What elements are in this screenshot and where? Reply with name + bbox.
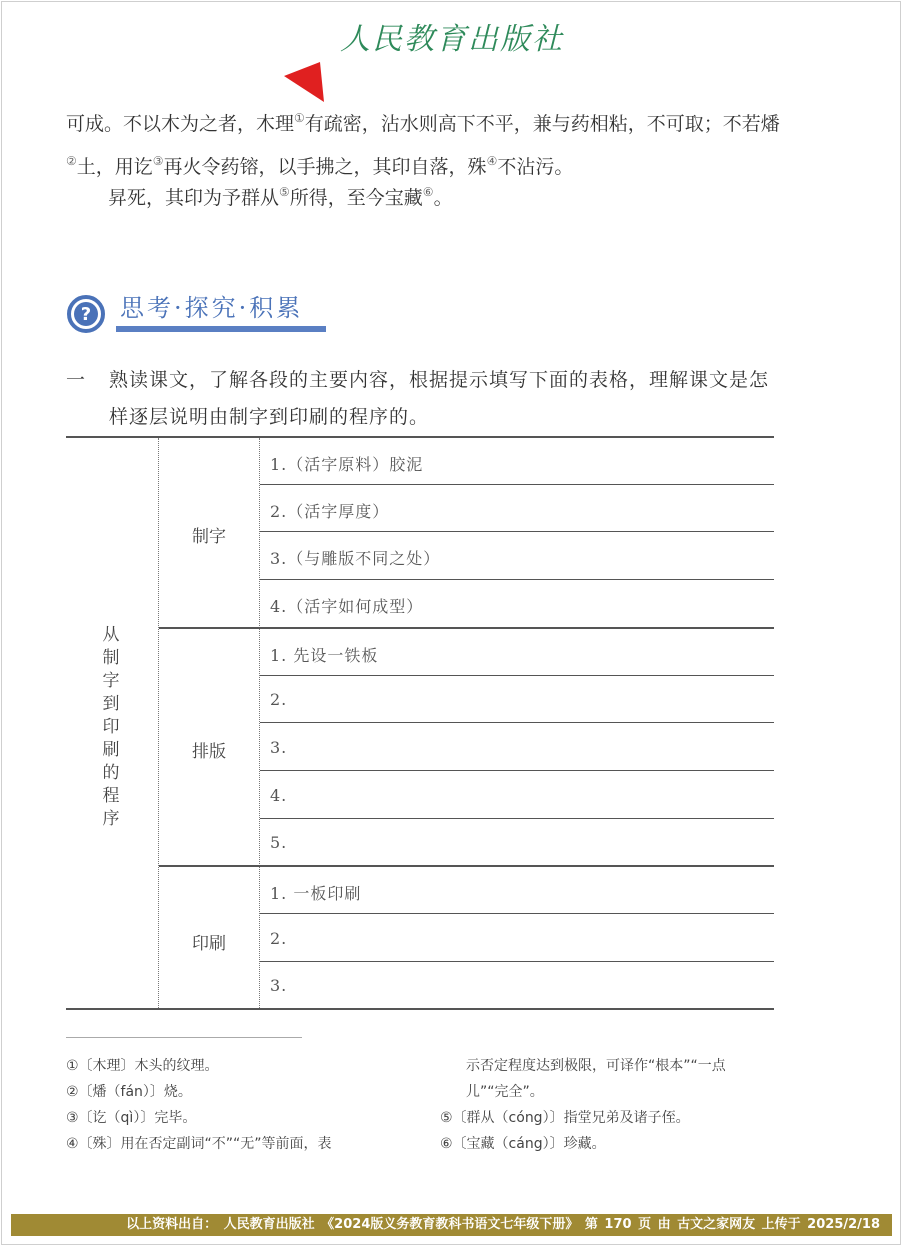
text-run: 昇死，其印为予群从 (108, 187, 280, 209)
table-divider (158, 438, 159, 1008)
question-number: 一 (66, 369, 86, 391)
footnote-ref: ② (66, 154, 77, 168)
table-cell: 1. 先设一铁板 (270, 646, 379, 665)
footnote-6: ⑥〔宝藏（cáng）〕珍藏。 (440, 1136, 606, 1152)
table-bottom-rule (66, 1008, 774, 1010)
table-top-rule (66, 436, 774, 438)
row-divider (260, 579, 774, 580)
group-label-yinshua: 印刷 (192, 934, 226, 954)
footnote-rule (66, 1037, 302, 1038)
section-title: 思考·探究·积累 (120, 294, 304, 322)
row-divider (260, 675, 774, 676)
row-divider (260, 913, 774, 914)
paragraph-2 (66, 174, 781, 217)
table-cell: 5. (270, 833, 288, 852)
text-run: 可成。不以木为之者，木理 (66, 113, 295, 135)
question-circle-icon (66, 294, 106, 334)
group-divider (159, 627, 774, 629)
source-info-bar: 以上资料出自： 人民教育出版社 《2024版义务教育教科书语文七年级下册》 第 170 页 由 古文之家网友 上传于 2025/2/18 (11, 1214, 892, 1236)
row-divider (260, 961, 774, 962)
footnote-5: ⑤〔群从（cóng）〕指堂兄弟及诸子侄。 (440, 1110, 690, 1126)
question-text: 熟读课文，了解各段的主要内容，根据提示填写下面的表格，理解课文是怎样逐层说明由制字到印刷的程序的。 (109, 369, 770, 428)
text-run: 。 (433, 187, 453, 209)
footnote-4-cont: 儿”“完全”。 (466, 1084, 544, 1100)
row-divider (260, 818, 774, 819)
table-cell: 4.（活字如何成型） (270, 597, 424, 616)
table-cell: 2. (270, 929, 288, 948)
publisher-logo: 人民教育出版社 (340, 22, 564, 57)
table-row-label: 从制字到印刷的程序 (102, 625, 120, 829)
group-label-zhizi: 制字 (192, 527, 226, 547)
footnote-ref: ⑥ (422, 185, 434, 199)
footnote-ref: ① (294, 111, 305, 125)
table-cell: 2. (270, 690, 288, 709)
footnote-ref: ③ (152, 154, 164, 168)
group-divider (159, 865, 774, 867)
group-label-paiban: 排版 (192, 742, 226, 762)
text-run: 再火令药镕，以手拂之，其印自落，殊 (163, 156, 487, 178)
table-cell: 3. (270, 976, 288, 995)
table-cell: 3.（与雕版不同之处） (270, 549, 441, 568)
table-cell: 1.（活字原料）胶泥 (270, 455, 424, 474)
text-run: 不沾污。 (497, 156, 574, 178)
section-underline (116, 326, 326, 332)
text-run: 有疏密，沾水则高下不平，兼与药相粘，不可取；不若燔 (304, 113, 780, 135)
row-divider (260, 484, 774, 485)
footnote-1: ①〔木理〕木头的纹理。 (66, 1058, 219, 1074)
table-divider (259, 438, 260, 1008)
row-divider (260, 770, 774, 771)
svg-text:?: ? (80, 304, 92, 325)
footnote-ref: ⑤ (279, 185, 290, 199)
footnote-4: ④〔殊〕用在否定副词“不”“无”等前面，表 (66, 1136, 332, 1152)
footnote-ref: ④ (486, 154, 498, 168)
table-cell: 2.（活字厚度） (270, 502, 390, 521)
footnote-3: ③〔讫（qì）〕完毕。 (66, 1110, 197, 1126)
footnote-4-cont: 示否定程度达到极限，可译作“根本”“一点 (466, 1058, 726, 1074)
table-cell: 3. (270, 738, 288, 757)
row-divider (260, 722, 774, 723)
text-run: 所得，至今宝藏 (289, 187, 423, 209)
row-divider (260, 531, 774, 532)
footnote-2: ②〔燔（fán）〕烧。 (66, 1084, 192, 1100)
table-cell: 4. (270, 786, 288, 805)
text-run: 土，用讫 (76, 156, 153, 178)
table-cell: 1. 一板印刷 (270, 884, 362, 903)
